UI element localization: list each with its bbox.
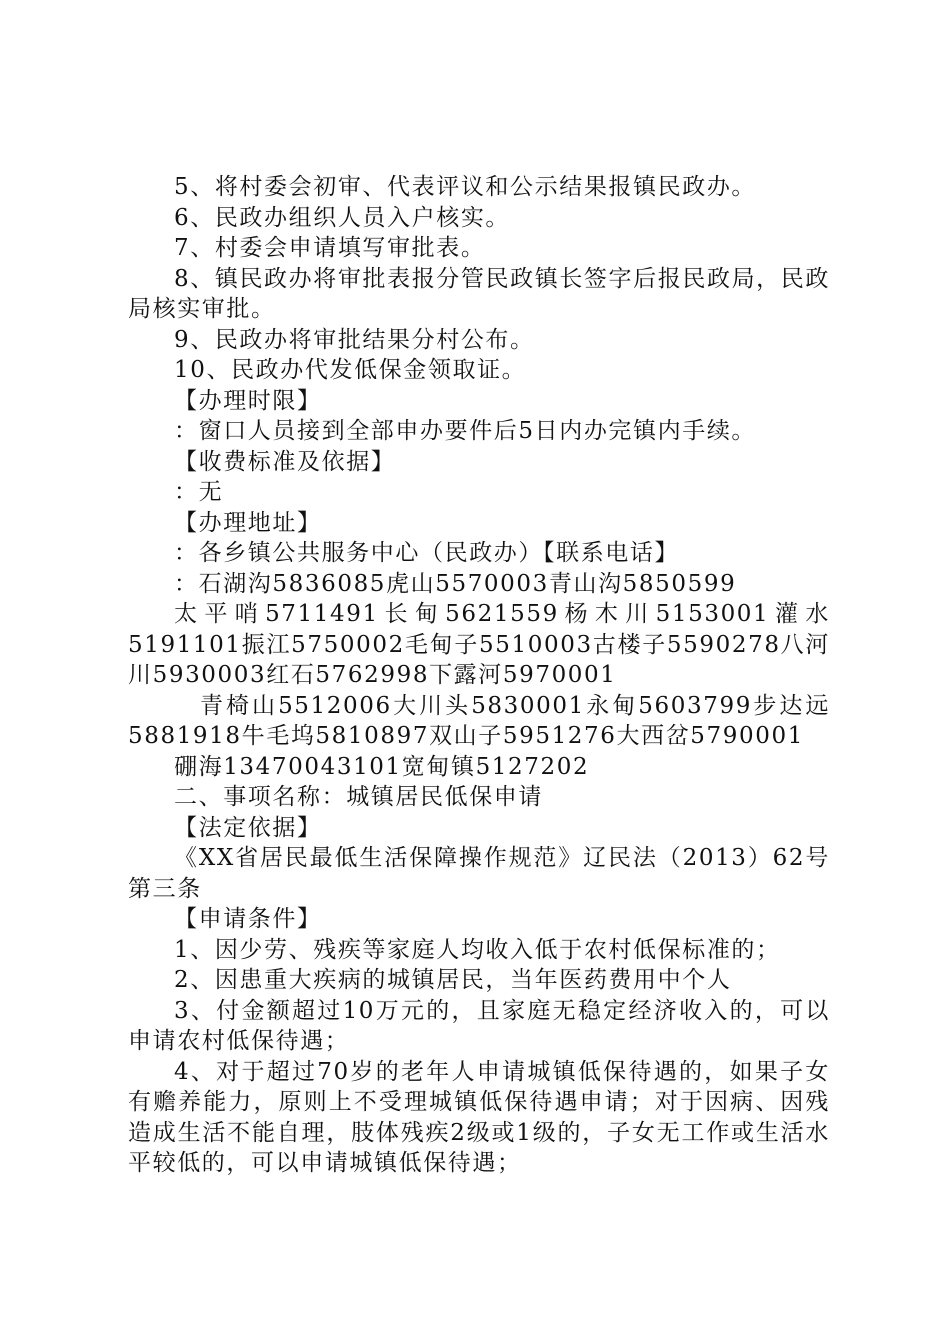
paragraph: 8、镇民政办将审批表报分管民政镇长签字后报民政局，民政局核实审批。 [128, 265, 830, 322]
section-heading: 【法定依据】 [174, 814, 322, 841]
section-heading: 【办理时限】 [174, 387, 322, 414]
phone-list: ：石湖沟5836085虎山5570003青山沟5850599 [174, 570, 737, 597]
phone-list: 太平哨5711491长甸5621559杨木川5153001灌水5191101振江5750002毛甸子5510003古楼子5590278八河川5930003红石5762998下露河5970001 [128, 601, 830, 688]
paragraph: 9、民政办将审批结果分村公布。 [174, 326, 535, 353]
paragraph: 6、民政办组织人员入户核实。 [174, 204, 511, 231]
paragraph: 3、付金额超过10万元的，且家庭无稳定经济收入的，可以申请农村低保待遇； [128, 997, 830, 1054]
paragraph: 《XX省居民最低生活保障操作规范》辽民法（2013）62号第三条 [128, 845, 830, 902]
paragraph: 1、因少劳、残疾等家庭人均收入低于农村低保标准的； [174, 936, 781, 963]
paragraph: 5、将村委会初审、代表评议和公示结果报镇民政办。 [174, 174, 757, 200]
item-title: 二、事项名称：城镇居民低保申请 [174, 784, 543, 810]
section-heading: 【办理地址】 [174, 509, 322, 536]
paragraph: 10、民政办代发低保金领取证。 [174, 357, 527, 383]
paragraph: 4、对于超过70岁的老年人申请城镇低保待遇的，如果子女有赡养能力，原则上不受理城镇低保待遇申请；对于因病、因残造成生活不能自理，肢体残疾2级或1级的，子女无工作或生活水平较低的，可以申请城镇低保待遇； [128, 1058, 830, 1176]
paragraph: ：无 [174, 479, 224, 505]
paragraph: 2、因患重大疾病的城镇居民，当年医药费用中个人 [174, 967, 732, 993]
paragraph: ：各乡镇公共服务中心（民政办）【联系电话】 [174, 540, 680, 566]
paragraph: 7、村委会申请填写审批表。 [174, 235, 486, 261]
section-heading: 【申请条件】 [174, 906, 322, 932]
phone-list: 硼海13470043101宽甸镇5127202 [174, 753, 590, 780]
phone-list: 青椅山5512006大川头5830001永甸5603799步达远5881918牛毛坞5810897双山子5951276大西岔5790001 [128, 692, 830, 749]
paragraph: ：窗口人员接到全部申办要件后5日内办完镇内手续。 [174, 418, 757, 444]
section-heading: 【收费标准及依据】 [174, 448, 396, 475]
document-body [128, 172, 830, 1179]
